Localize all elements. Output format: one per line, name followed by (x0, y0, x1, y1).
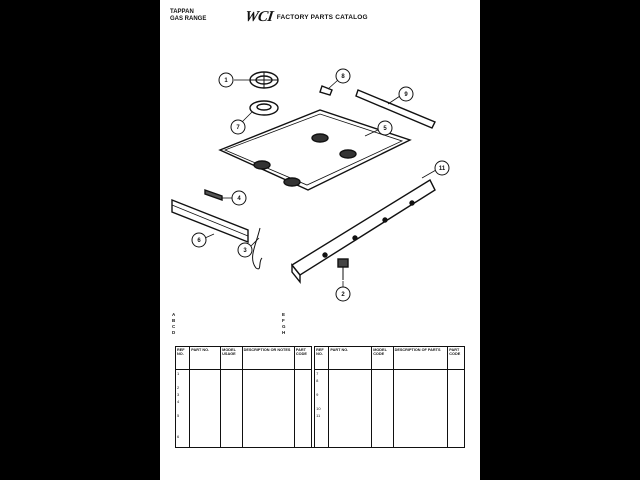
parts-catalog-page (160, 0, 480, 480)
table-cell (190, 433, 221, 440)
table-cell (329, 391, 372, 398)
callout-label: 7 (236, 125, 240, 131)
burner-opening (340, 150, 356, 158)
trim-bracket (205, 190, 222, 200)
table-cell (372, 426, 393, 433)
callout-label: 6 (197, 238, 201, 244)
table-cell (448, 412, 465, 419)
col-model-code: MODEL CODE (372, 347, 393, 370)
table-cell (242, 398, 294, 405)
table-cell (294, 384, 311, 391)
table-cell (242, 370, 294, 378)
table-cell (242, 391, 294, 398)
gas-line (253, 228, 262, 269)
table-cell (448, 433, 465, 440)
table-cell: 5 (176, 412, 190, 419)
brand-name: TAPPAN (170, 9, 194, 15)
table-cell (294, 412, 311, 419)
table-row (176, 384, 465, 391)
rear-trim-strip (356, 90, 435, 128)
table-cell (294, 405, 311, 412)
table-cell (393, 377, 448, 384)
table-cell (315, 384, 329, 391)
table-cell: 7 (315, 370, 329, 378)
table-cell (315, 433, 329, 440)
manifold-panel (292, 180, 435, 275)
table-cell (221, 433, 242, 440)
table-cell (176, 440, 190, 448)
callout-label: 5 (383, 126, 387, 132)
table-cell (393, 384, 448, 391)
table-row (176, 426, 465, 433)
table-cell (372, 433, 393, 440)
exploded-parts-diagram (160, 0, 480, 310)
table-cell (372, 391, 393, 398)
table-cell (294, 391, 311, 398)
table-cell (393, 391, 448, 398)
table-cell (329, 433, 372, 440)
table-cell (294, 426, 311, 433)
table-cell (190, 440, 221, 448)
table-cell (294, 398, 311, 405)
table-cell (393, 440, 448, 448)
table-cell (315, 426, 329, 433)
table-cell (190, 405, 221, 412)
table-cell (393, 398, 448, 405)
table-cell: 4 (176, 398, 190, 405)
table-cell (242, 377, 294, 384)
table-cell (190, 398, 221, 405)
model-letter: A (172, 312, 176, 317)
model-letter: D (172, 330, 176, 335)
table-cell (221, 370, 242, 378)
table-row (176, 419, 465, 426)
callout-label: 3 (243, 248, 247, 254)
table-cell (190, 426, 221, 433)
table-cell (221, 412, 242, 419)
callout-label: 4 (237, 196, 241, 202)
model-letter: E (282, 312, 286, 317)
table-row (176, 370, 465, 378)
col-ref-no: REF NO. (315, 347, 329, 370)
table-cell (448, 426, 465, 433)
model-letter: F (282, 318, 285, 323)
table-cell (221, 384, 242, 391)
table-cell (242, 426, 294, 433)
table-cell (448, 398, 465, 405)
table-cell (372, 377, 393, 384)
table-cell (294, 433, 311, 440)
table-cell (329, 426, 372, 433)
table-cell (190, 412, 221, 419)
table-cell (242, 412, 294, 419)
table-cell (372, 412, 393, 419)
table-cell (448, 440, 465, 448)
callout-label: 2 (341, 292, 345, 298)
table-cell (372, 384, 393, 391)
parts-table-body (176, 370, 465, 448)
table-cell: 6 (176, 433, 190, 440)
table-cell (329, 384, 372, 391)
col-part-no: PART NO. (329, 347, 372, 370)
table-cell (221, 440, 242, 448)
table-cell (294, 377, 311, 384)
table-row (176, 433, 465, 440)
table-cell (190, 391, 221, 398)
callout-label: 1 (224, 78, 228, 84)
table-cell (448, 377, 465, 384)
table-cell: 9 (315, 391, 329, 398)
table-cell (329, 440, 372, 448)
table-cell (393, 405, 448, 412)
table-header-row (176, 347, 465, 370)
table-cell (329, 412, 372, 419)
table-cell: 3 (176, 391, 190, 398)
table-cell (221, 426, 242, 433)
table-cell (221, 405, 242, 412)
table-cell (372, 419, 393, 426)
table-cell (372, 398, 393, 405)
drip-bowl-center (257, 104, 271, 110)
table-row (176, 440, 465, 448)
table-cell (176, 426, 190, 433)
table-cell: 8 (315, 377, 329, 384)
table-cell (221, 391, 242, 398)
table-cell (448, 419, 465, 426)
col-ref-no: REF NO. (176, 347, 190, 370)
burner-opening (254, 161, 270, 169)
table-cell (372, 405, 393, 412)
table-cell (242, 405, 294, 412)
burner-opening (312, 134, 328, 142)
table-cell (242, 384, 294, 391)
callout-label: 11 (438, 166, 446, 172)
table-cell (329, 419, 372, 426)
table-row (176, 398, 465, 405)
table-cell (329, 398, 372, 405)
model-legend (172, 312, 472, 348)
parts-list-table (175, 346, 465, 448)
table-cell (448, 391, 465, 398)
model-letter: B (172, 318, 176, 323)
table-cell (448, 384, 465, 391)
table-cell (372, 370, 393, 378)
model-letter: G (282, 324, 286, 329)
table-cell (393, 412, 448, 419)
table-cell (294, 419, 311, 426)
table-cell (176, 377, 190, 384)
table-cell (393, 370, 448, 378)
table-cell (190, 384, 221, 391)
table-row (176, 391, 465, 398)
table-cell (190, 419, 221, 426)
table-cell (176, 405, 190, 412)
table-cell (190, 370, 221, 378)
col-description: DESCRIPTION OR NOTES (242, 347, 294, 370)
table-cell: 2 (176, 384, 190, 391)
callout-label: 8 (341, 74, 345, 80)
product-type: GAS RANGE (170, 16, 207, 22)
model-letter: H (282, 330, 286, 335)
table-row (176, 405, 465, 412)
callout-label: 9 (404, 92, 408, 98)
drip-bowl (250, 101, 278, 115)
table-cell (242, 440, 294, 448)
table-cell (393, 419, 448, 426)
col-part-no: PART NO. (190, 347, 221, 370)
table-row (176, 412, 465, 419)
table-cell (448, 370, 465, 378)
table-cell (448, 405, 465, 412)
table-cell (329, 370, 372, 378)
table-cell (393, 433, 448, 440)
table-cell (221, 377, 242, 384)
col-model-usage: MODEL USAGE (221, 347, 242, 370)
table-cell (294, 440, 311, 448)
table-cell (221, 419, 242, 426)
manifold-panel-end (292, 265, 300, 282)
cooktop-inner-edge (225, 114, 402, 185)
table-cell (393, 426, 448, 433)
burner-opening (284, 178, 300, 186)
valve-knob (338, 259, 348, 267)
table-cell (315, 440, 329, 448)
table-cell (372, 440, 393, 448)
table-cell (242, 433, 294, 440)
table-cell (242, 419, 294, 426)
col-part-code: PART CODE (448, 347, 465, 370)
catalog-title: FACTORY PARTS CATALOG (276, 14, 368, 21)
table-cell (221, 398, 242, 405)
table-cell (329, 377, 372, 384)
model-letter: C (172, 324, 176, 329)
table-cell: 11 (315, 412, 329, 419)
table-row (176, 377, 465, 384)
wci-logo: WCI (243, 9, 274, 25)
table-cell (294, 370, 311, 378)
col-description: DESCRIPTION OF PARTS (393, 347, 448, 370)
table-cell: 10 (315, 405, 329, 412)
table-cell (315, 419, 329, 426)
table-cell (176, 419, 190, 426)
table-cell (329, 405, 372, 412)
table-cell (190, 377, 221, 384)
table-cell (315, 398, 329, 405)
table-cell: 1 (176, 370, 190, 378)
col-part-code: PART CODE (294, 347, 311, 370)
